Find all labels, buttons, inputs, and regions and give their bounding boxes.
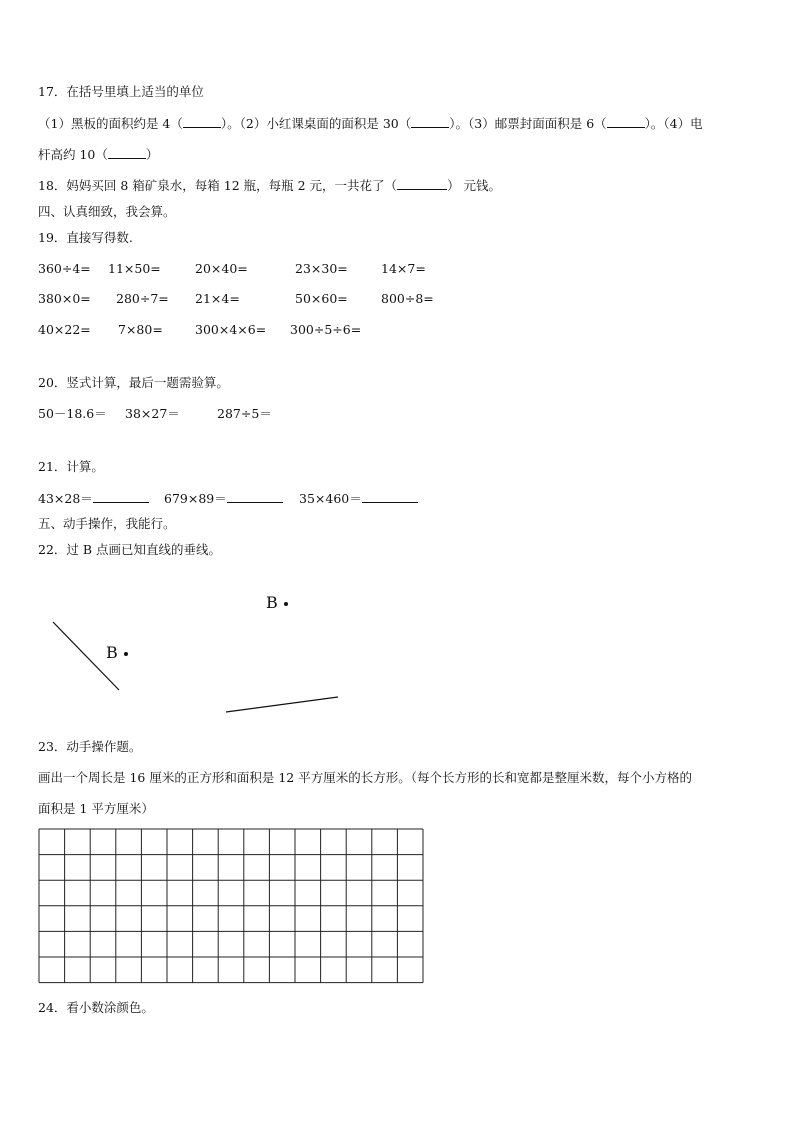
q19-expr: 14×7= bbox=[381, 261, 426, 276]
q17-p4-line2-pre: 杆高约 10（ bbox=[38, 147, 108, 162]
point-b-letter-upper: B bbox=[266, 593, 278, 612]
q19-expr: 23×30= bbox=[295, 261, 348, 276]
q19-expr: 21×4= bbox=[195, 291, 240, 306]
q19-expr: 300×4×6= bbox=[195, 322, 267, 337]
q19-expr: 7×80= bbox=[118, 322, 163, 337]
q17-p4-pre: （4）电 bbox=[663, 116, 703, 131]
q20-title: 20．竖式计算，最后一题需验算。 bbox=[38, 375, 229, 390]
point-b-letter-lower: B bbox=[106, 643, 118, 662]
q17-p1-pre: （1）黑板的面积约是 4（ bbox=[38, 116, 183, 131]
q19-expr: 360÷4= bbox=[38, 261, 91, 276]
q19-expr: 20×40= bbox=[195, 261, 248, 276]
q17-p1-post: ）。 bbox=[220, 116, 240, 131]
q21-expr: 679×89＝ bbox=[164, 491, 227, 506]
q19-expr: 300÷5÷6= bbox=[290, 322, 362, 337]
q19-expr: 11×50= bbox=[108, 261, 161, 276]
q17-p2-pre: （2）小红课桌面的面积是 30（ bbox=[239, 116, 412, 131]
q19-title: 19．直接写得数. bbox=[38, 230, 133, 245]
q19-expr: 280÷7= bbox=[116, 291, 169, 306]
q23-title: 23．动手操作题。 bbox=[38, 739, 142, 754]
q19-expr: 40×22= bbox=[38, 322, 91, 337]
q24-title: 24．看小数涂颜色。 bbox=[38, 1000, 154, 1015]
given-line-horizontal bbox=[226, 697, 338, 712]
q17-p3-post: ）。 bbox=[644, 116, 664, 131]
q23-instruction-line2: 面积是 1 平方厘米） bbox=[38, 801, 154, 816]
q19-expr: 800÷8= bbox=[381, 291, 434, 306]
q19-expr: 380×0= bbox=[38, 291, 91, 306]
q23-instruction-line1: 画出一个周长是 16 厘米的正方形和面积是 12 平方厘米的长方形。（每个长方形的长和宽都是整厘米数，每个小方格的 bbox=[38, 770, 692, 785]
q21-expr: 35×460＝ bbox=[299, 491, 362, 506]
q20-expr: 287÷5＝ bbox=[217, 406, 272, 421]
q20-expr: 38×27＝ bbox=[125, 406, 180, 421]
q20-expr: 50－18.6＝ bbox=[38, 406, 107, 421]
q17-p4-line2-post: ） bbox=[145, 147, 159, 162]
q17-p2-post: ）。 bbox=[449, 116, 469, 131]
q21-expr: 43×28＝ bbox=[38, 491, 93, 506]
square-grid[interactable] bbox=[39, 829, 423, 983]
q17-p3-pre: （3）邮票封面面积是 6（ bbox=[468, 116, 607, 131]
q19-expr: 50×60= bbox=[295, 291, 348, 306]
section-four-heading: 四、认真细致，我会算。 bbox=[38, 204, 176, 219]
q18-text-post: ） 元钱。 bbox=[447, 178, 502, 193]
given-line-diagonal bbox=[53, 622, 119, 690]
q22-title: 22．过 B 点画已知直线的垂线。 bbox=[38, 542, 222, 557]
q18-text-pre: 18．妈妈买回 8 箱矿泉水，每箱 12 瓶，每瓶 2 元，一共花了（ bbox=[38, 178, 398, 193]
q21-title: 21．计算。 bbox=[38, 459, 104, 474]
q17-title: 17．在括号里填上适当的单位 bbox=[38, 84, 204, 99]
section-five-heading: 五、动手操作，我能行。 bbox=[38, 516, 176, 531]
